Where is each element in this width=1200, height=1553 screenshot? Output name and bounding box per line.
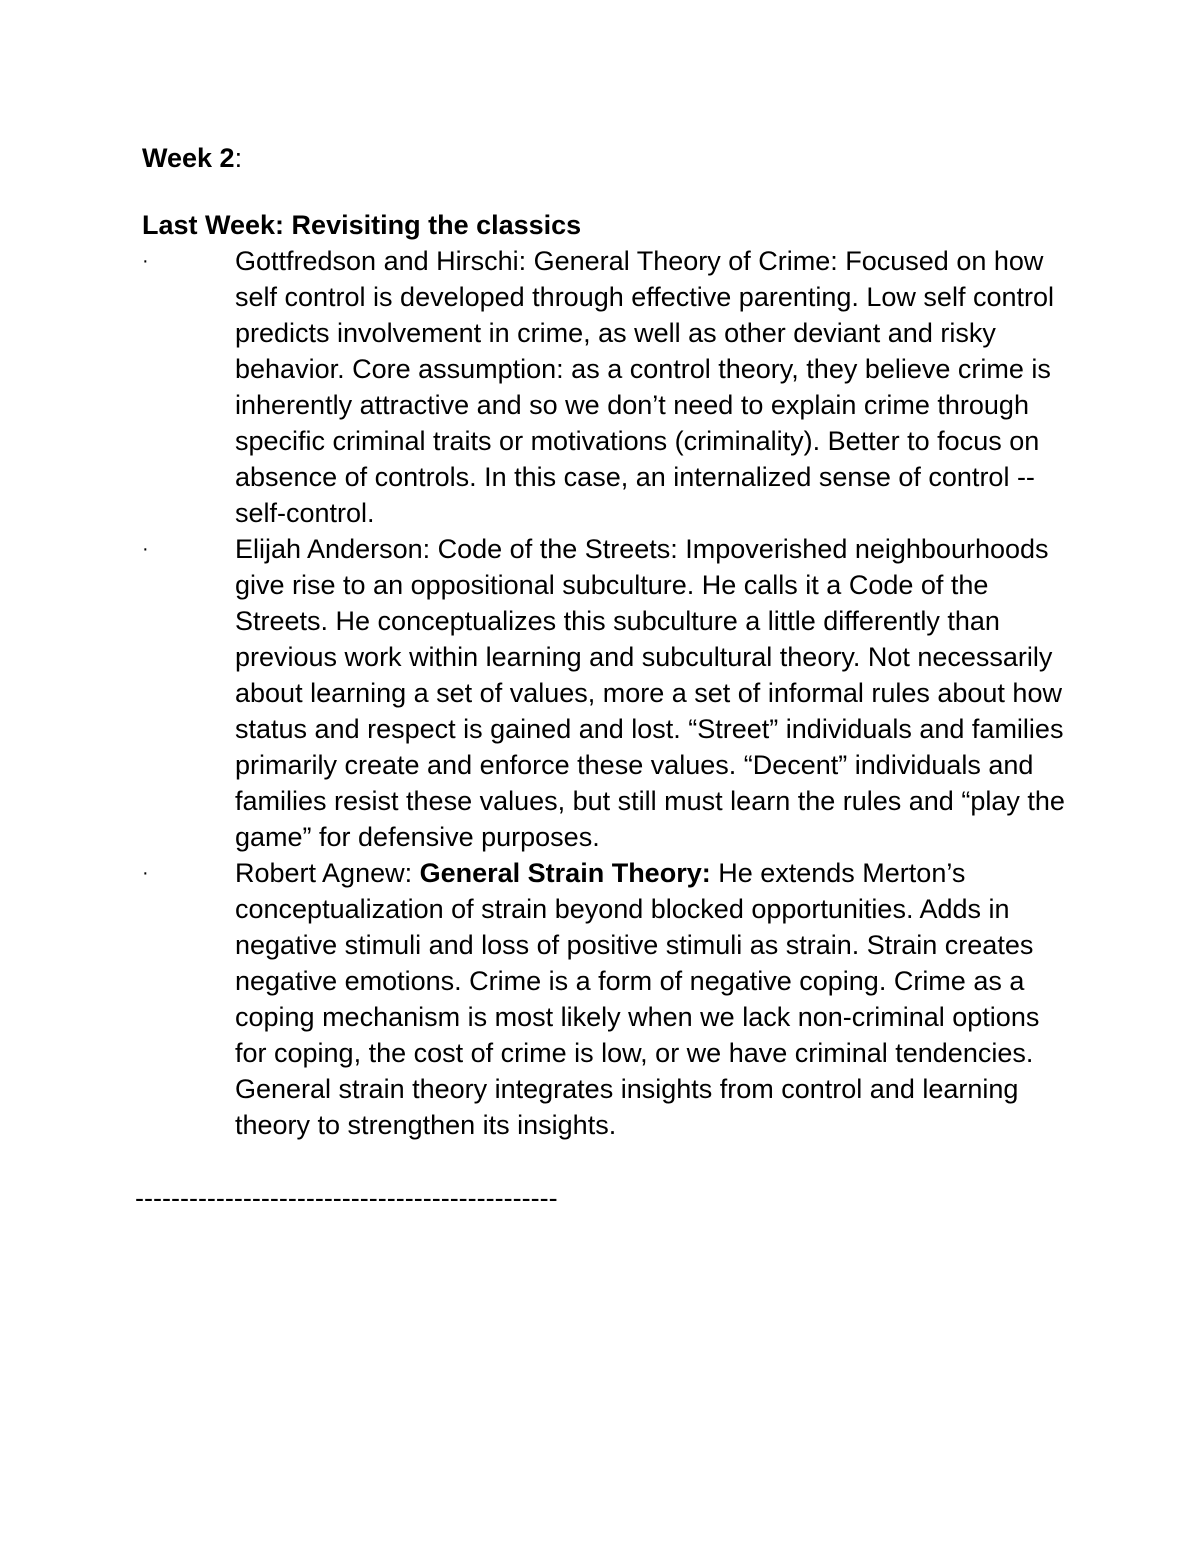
section-heading: Last Week: Revisiting the classics bbox=[142, 210, 582, 240]
week-heading-colon: : bbox=[234, 143, 243, 173]
bullet-text-bold-term: General Strain Theory: bbox=[419, 858, 711, 888]
list-item-agnew bbox=[142, 855, 1102, 1143]
bullet-text-prefix: Robert Agnew: bbox=[235, 858, 420, 888]
list-item-gottfredson-hirschi bbox=[142, 243, 1102, 531]
bullet-text: Gottfredson and Hirschi: General Theory of Crime: Focused on how self control is developed through effective parenting. Low self control predicts involvement in crime, as well as other deviant and risky behavior. Core assumption: as a control theory, they believe crime is inherently attractive and so we don’t need to explain crime through specific criminal traits or motivations (criminality). Better to focus on absence of controls. In this case, an internalized sense of control -- self-control. bbox=[235, 246, 1054, 528]
list-item-anderson bbox=[142, 531, 1102, 855]
bullet-text-rest: He extends Merton’s conceptualization of strain beyond blocked opportunities. Adds in negative stimuli and loss of positive stimuli as strain. Strain creates negative emotions. Crime is a form of negative coping. Crime as a coping mechanism is most likely when we lack non-criminal options for coping, the cost of crime is low, or we have criminal tendencies. General strain theory integrates insights from control and learning theory to strengthen its insights. bbox=[235, 858, 1040, 1140]
bullet-icon: · bbox=[142, 862, 149, 884]
week-heading bbox=[142, 140, 1102, 176]
dashed-divider: ----------------------------------------------- bbox=[135, 1183, 558, 1213]
week-heading-label: Week 2 bbox=[142, 143, 235, 173]
bullet-icon: · bbox=[142, 538, 149, 560]
bullet-text bbox=[235, 855, 1065, 1143]
bullet-list bbox=[142, 243, 1102, 1143]
bullet-icon: · bbox=[142, 250, 149, 272]
bullet-text: Elijah Anderson: Code of the Streets: Impoverished neighbourhoods give rise to an oppositional subculture. He calls it a Code of the Streets. He conceptualizes this subculture a little differently than previous work within learning and subcultural theory. Not necessarily about learning a set of values, more a set of informal rules about how status and respect is gained and lost. “Street” individuals and families primarily create and enforce these values. “Decent” individuals and families resist these values, but still must learn the rules and “play the game” for defensive purposes. bbox=[235, 534, 1065, 852]
document-body bbox=[135, 140, 1102, 1216]
